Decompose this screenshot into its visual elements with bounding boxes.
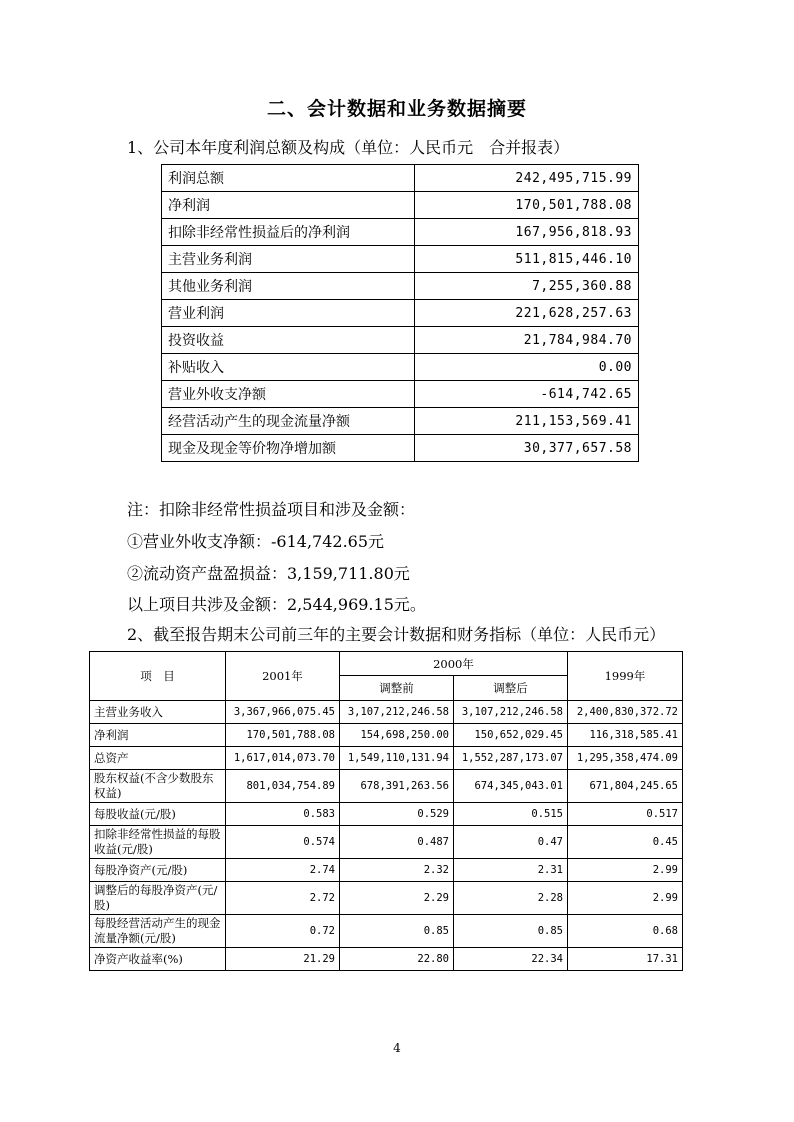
- row-value: 170,501,788.08: [415, 192, 639, 219]
- table-row: [162, 246, 639, 273]
- note-line-1: 注：扣除非经常性损益项目和涉及金额：: [127, 500, 416, 519]
- value-2000-before: 3,107,212,246.58: [340, 701, 454, 724]
- table-row: [162, 192, 639, 219]
- value-2000-after: 2.31: [454, 859, 568, 882]
- value-2000-before: 678,391,263.56: [340, 770, 454, 803]
- table-row: [90, 859, 683, 882]
- value-2000-before: 0.487: [340, 826, 454, 859]
- value-2001: 801,034,754.89: [226, 770, 340, 803]
- table-row: [90, 915, 683, 948]
- value-2000-after: 0.85: [454, 915, 568, 948]
- value-2001: 2.72: [226, 882, 340, 915]
- row-label: 其他业务利润: [162, 273, 415, 300]
- table-row: [90, 826, 683, 859]
- row-label: 扣除非经常性损益后的净利润: [162, 219, 415, 246]
- value-2000-after: 150,652,029.45: [454, 724, 568, 747]
- row-value: 30,377,657.58: [415, 435, 639, 462]
- row-value: 7,255,360.88: [415, 273, 639, 300]
- table-row: [162, 300, 639, 327]
- row-label: 净利润: [162, 192, 415, 219]
- table-row: [90, 770, 683, 803]
- table-row: [162, 408, 639, 435]
- table-row: [162, 381, 639, 408]
- value-1999: 671,804,245.65: [568, 770, 683, 803]
- table-row: [90, 948, 683, 971]
- section2-heading: 2、截至报告期末公司前三年的主要会计数据和财务指标（单位：人民币元）: [127, 625, 666, 644]
- row-value: 21,784,984.70: [415, 327, 639, 354]
- value-2000-before: 2.29: [340, 882, 454, 915]
- row-label: 营业利润: [162, 300, 415, 327]
- row-label: 利润总额: [162, 165, 415, 192]
- row-label: 每股净资产(元/股): [90, 859, 226, 882]
- note-line-4: 以上项目共涉及金额：2,544,969.15元。: [127, 595, 426, 614]
- value-2001: 21.29: [226, 948, 340, 971]
- header-item: 项 目: [90, 652, 226, 701]
- header-2001: 2001年: [226, 652, 340, 701]
- table-row: [90, 747, 683, 770]
- row-value: 511,815,446.10: [415, 246, 639, 273]
- row-label: 净利润: [90, 724, 226, 747]
- row-label: 总资产: [90, 747, 226, 770]
- table-row: [90, 882, 683, 915]
- row-label: 现金及现金等价物净增加额: [162, 435, 415, 462]
- row-value: -614,742.65: [415, 381, 639, 408]
- value-2000-after: 674,345,043.01: [454, 770, 568, 803]
- row-label: 净资产收益率(%): [90, 948, 226, 971]
- table-row: [90, 701, 683, 724]
- value-1999: 2.99: [568, 859, 683, 882]
- value-1999: 2,400,830,372.72: [568, 701, 683, 724]
- value-2000-after: 3,107,212,246.58: [454, 701, 568, 724]
- value-1999: 116,318,585.41: [568, 724, 683, 747]
- row-value: 211,153,569.41: [415, 408, 639, 435]
- value-1999: 0.45: [568, 826, 683, 859]
- value-2001: 170,501,788.08: [226, 724, 340, 747]
- row-label: 股东权益(不含少数股东权益): [90, 770, 226, 803]
- value-2001: 0.574: [226, 826, 340, 859]
- row-label: 主营业务利润: [162, 246, 415, 273]
- value-1999: 0.517: [568, 803, 683, 826]
- value-2000-before: 22.80: [340, 948, 454, 971]
- value-2000-after: 0.47: [454, 826, 568, 859]
- row-value: 221,628,257.63: [415, 300, 639, 327]
- value-2001: 2.74: [226, 859, 340, 882]
- table-row: [162, 327, 639, 354]
- value-2001: 1,617,014,073.70: [226, 747, 340, 770]
- table-row: [162, 273, 639, 300]
- row-label: 经营活动产生的现金流量净额: [162, 408, 415, 435]
- row-value: 0.00: [415, 354, 639, 381]
- value-2001: 0.583: [226, 803, 340, 826]
- row-label: 每股经营活动产生的现金流量净额(元/股): [90, 915, 226, 948]
- page-title: 二、会计数据和业务数据摘要: [266, 98, 527, 120]
- value-1999: 2.99: [568, 882, 683, 915]
- row-label: 营业外收支净额: [162, 381, 415, 408]
- value-1999: 17.31: [568, 948, 683, 971]
- section1-heading: 1、公司本年度利润总额及构成（单位：人民币元 合并报表）: [127, 138, 570, 157]
- value-2000-before: 0.529: [340, 803, 454, 826]
- table-row: [162, 219, 639, 246]
- table-row: [90, 803, 683, 826]
- table-row: [162, 435, 639, 462]
- header-adjusted-before: 调整前: [340, 676, 454, 701]
- table-row: [162, 165, 639, 192]
- row-label: 投资收益: [162, 327, 415, 354]
- table-row: [162, 354, 639, 381]
- row-value: 242,495,715.99: [415, 165, 639, 192]
- row-label: 调整后的每股净资产(元/股): [90, 882, 226, 915]
- page-number: 4: [393, 1041, 401, 1055]
- value-2000-before: 0.85: [340, 915, 454, 948]
- note-line-2: ①营业外收支净额：-614,742.65元: [127, 532, 385, 551]
- value-2000-after: 22.34: [454, 948, 568, 971]
- profit-table: [161, 164, 639, 462]
- row-value: 167,956,818.93: [415, 219, 639, 246]
- row-label: 补贴收入: [162, 354, 415, 381]
- header-1999: 1999年: [568, 652, 683, 701]
- value-2000-after: 1,552,287,173.07: [454, 747, 568, 770]
- value-2000-before: 2.32: [340, 859, 454, 882]
- row-label: 主营业务收入: [90, 701, 226, 724]
- header-2000: 2000年: [340, 652, 568, 676]
- table-row: [90, 724, 683, 747]
- value-2000-after: 0.515: [454, 803, 568, 826]
- value-2001: 0.72: [226, 915, 340, 948]
- value-1999: 1,295,358,474.09: [568, 747, 683, 770]
- value-2000-after: 2.28: [454, 882, 568, 915]
- value-2000-before: 154,698,250.00: [340, 724, 454, 747]
- value-1999: 0.68: [568, 915, 683, 948]
- value-2001: 3,367,966,075.45: [226, 701, 340, 724]
- note-line-3: ②流动资产盘盈损益：3,159,711.80元: [127, 564, 410, 583]
- row-label: 扣除非经常性损益的每股收益(元/股): [90, 826, 226, 859]
- header-adjusted-after: 调整后: [454, 676, 568, 701]
- value-2000-before: 1,549,110,131.94: [340, 747, 454, 770]
- financial-indicators-table: [89, 651, 683, 971]
- row-label: 每股收益(元/股): [90, 803, 226, 826]
